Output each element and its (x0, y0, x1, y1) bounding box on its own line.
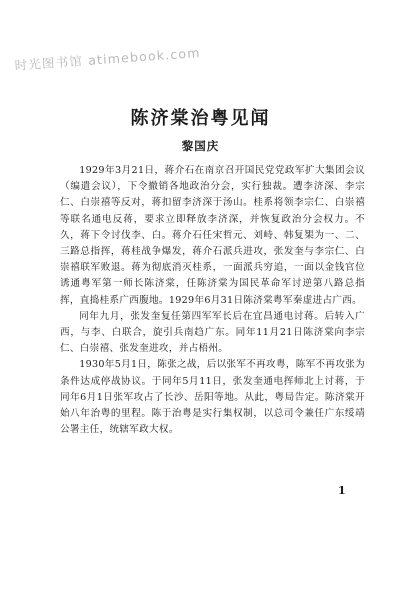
article-body (60, 163, 365, 438)
page-title: 陈济棠治粤见闻 (130, 108, 271, 129)
page-number: 1 (338, 484, 346, 497)
paragraph: 同年九月，张发奎复任第四军军长后在宜昌通电讨蒋。后转入广西，与李、白联合，旋引兵南趋广东。同年11月21日陈济棠向李宗仁、白崇禧、张发奎进攻，并占梧州。 (60, 310, 365, 355)
watermark: 时光图书馆 atimebook.com (14, 44, 202, 73)
author-name: 黎国庆 (181, 139, 220, 153)
paragraph: 1929年3月21日，蒋介石在南京召开国民党党政军扩大集团会议（编遣会议），下令撤销各地政治分会，实行独裁。遭李济深、李宗仁、白崇禧等反对，蒋扣留李济深于汤山。桂系将领李宗仁、白崇禧等联名通电反蒋，要求立即释放李济深，并恢复政治分会权力。不久，蒋下令讨伐李、白。蒋介石任宋哲元、刘峙、韩复榘为一、二、三路总指挥，蒋桂战争爆发，蒋介石派兵进攻，张发奎与李宗仁、白崇禧联军败退。蒋为彻底消灭桂系，一面派兵穷追，一面以金钱官位诱通粤军第一师长陈济棠，任陈济棠为国民革命军讨逆第八路总指挥，直捣桂系广西腹地。1929年6月31日陈济棠粤军秦虚进占广西。 (60, 165, 365, 306)
paragraph: 1930年5月1日，陈张之战，后以张军不再攻粤，陈军不再攻张为条件达成停战协议。于同年5月11日，张发奎通电挥师北上讨蒋，于同年6月1日张军攻占了长沙、岳阳等地。从此，粤局告定。陈济棠开始八年治粤的里程。陈于治粤是实行集权制，以总司令兼任广东绥靖公署主任，统辖军政大权。 (60, 359, 365, 436)
